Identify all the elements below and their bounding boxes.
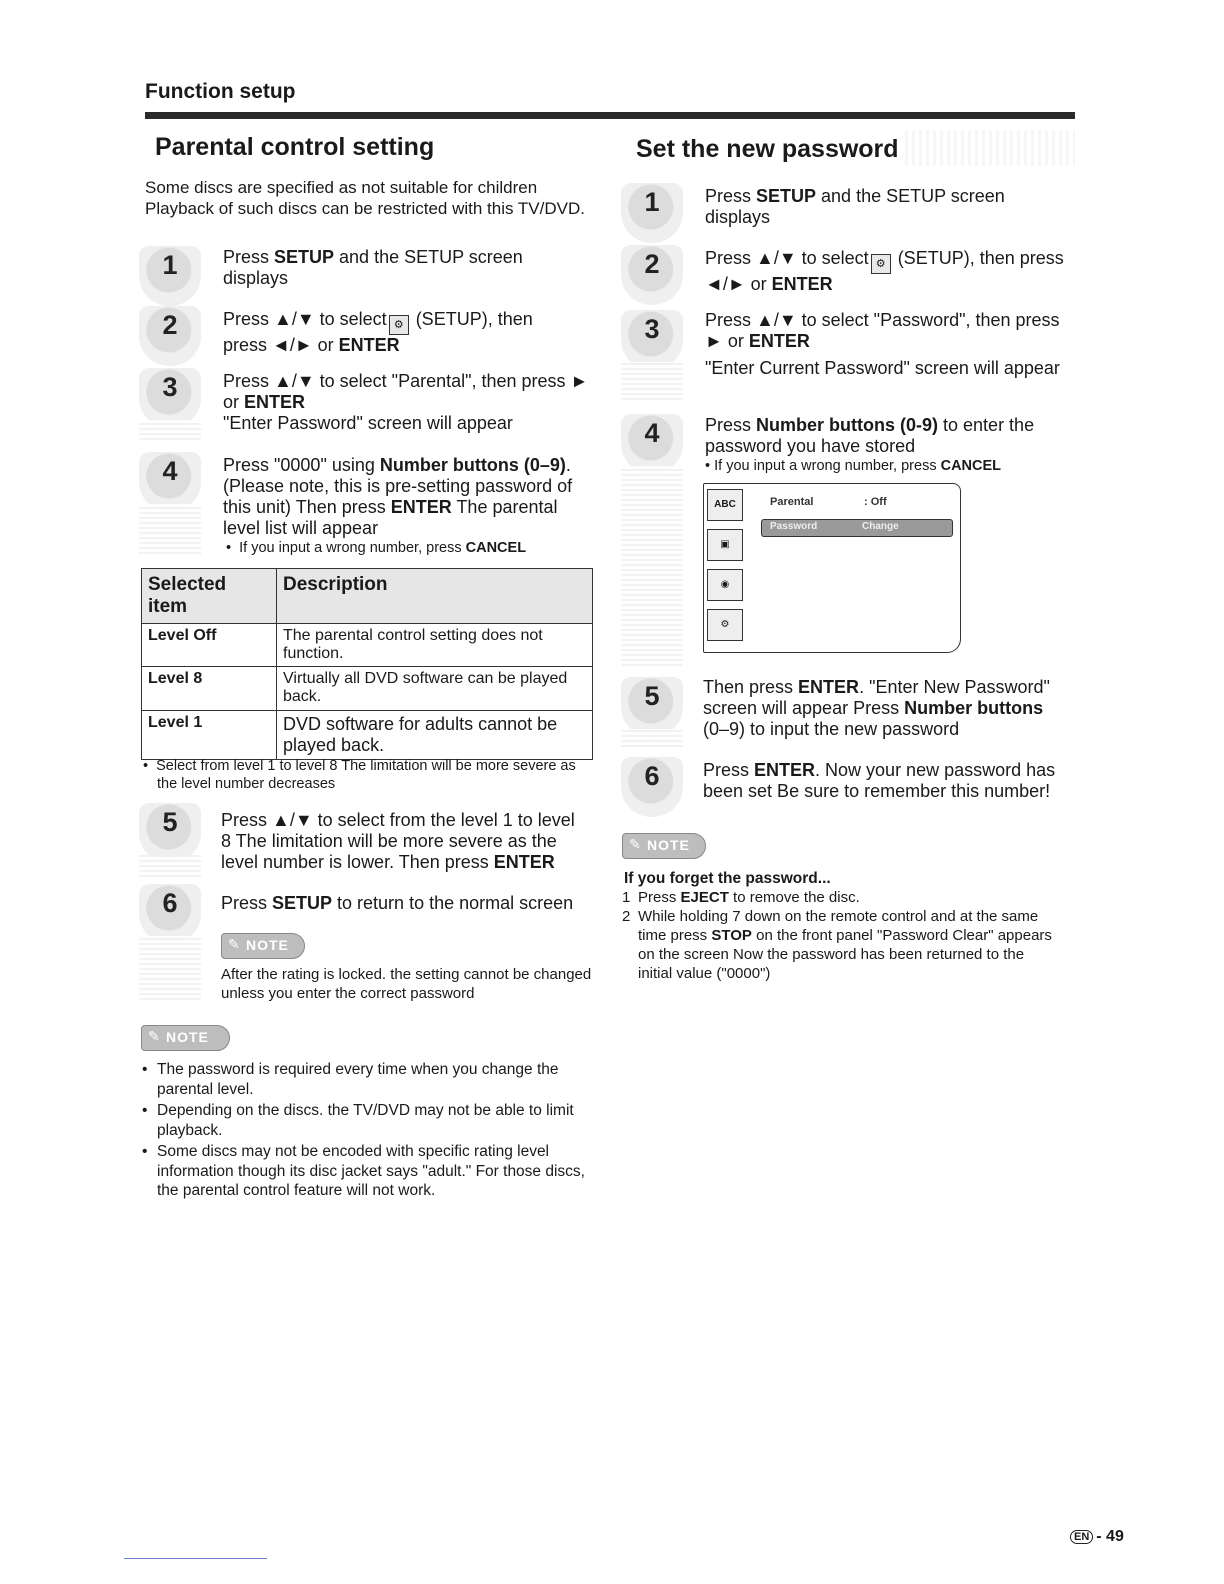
right-step-3-text: Press ▲/▼ to select "Password", then press ► or ENTER "Enter Current Password" screen will appear	[705, 310, 1060, 378]
setup-icon: ⚙	[389, 315, 409, 335]
step-badge-2: 2	[139, 306, 201, 366]
section-label: Function setup	[145, 80, 296, 103]
table-cell-item: Level 8	[142, 667, 277, 711]
pencil-icon: ✎	[228, 936, 241, 952]
table-row	[142, 667, 593, 711]
language-badge: EN	[1070, 1530, 1093, 1544]
step-badge-5-tail	[621, 729, 683, 747]
step-badge-6: 6	[621, 757, 683, 817]
table-header-row	[142, 569, 593, 624]
header-rule	[145, 112, 1075, 119]
list-item: 2 While holding 7 down on the remote control and at the same time press STOP on the front panel "Password Clear" appears on the screen Now the password has been returned to the initial value ("0000")	[622, 908, 1052, 982]
setup-menu-screen	[703, 483, 961, 653]
menu-password-row	[761, 519, 953, 537]
right-step-1-text: Press SETUP and the SETUP screen displays	[705, 186, 1005, 227]
step-badge-3-tail	[139, 420, 201, 440]
list-item: • The password is required every time when you change the parental level.	[141, 1060, 586, 1099]
forget-password-steps	[622, 888, 1062, 983]
left-step-5-text: Press ▲/▼ to select from the level 1 to level 8 The limitation will be more severe as the level number is lower. Then press ENTER	[221, 810, 575, 872]
step-badge-5: 5	[139, 803, 201, 863]
step-badge-6-tail	[139, 936, 201, 1000]
left-step-3-text: Press ▲/▼ to select "Parental", then press ► or ENTER "Enter Password" screen will appear	[223, 371, 589, 433]
left-step-4-text: Press "0000" using Number buttons (0–9). (Please note, this is pre-setting password of this unit) Then press ENTER The parental level list will appear	[223, 455, 573, 538]
step-badge-1: 1	[139, 246, 201, 306]
list-item: • Some discs may not be encoded with specific rating level information though its disc jacket says "adult." For those discs, the parental control feature will not work.	[141, 1142, 586, 1201]
menu-password-label: Password	[770, 521, 818, 532]
table-cell-description: The parental control setting does not function.	[277, 624, 593, 667]
table-cell-description: DVD software for adults cannot be played back.	[277, 711, 593, 760]
step-badge-3: 3	[139, 368, 201, 428]
menu-parental-label: Parental	[770, 496, 814, 508]
page-number: EN - 49	[1070, 1528, 1124, 1546]
setup-icon: ⚙	[871, 254, 891, 274]
pencil-icon: ✎	[148, 1028, 161, 1044]
step-badge-4-tail	[621, 466, 683, 666]
step-badge-4-tail	[139, 504, 201, 554]
footer-rule	[124, 1558, 267, 1559]
left-step-4-subnote: • If you input a wrong number, press CANCEL	[226, 540, 527, 556]
table-header-description: Description	[277, 569, 593, 624]
forget-password-title: If you forget the password...	[624, 870, 831, 887]
menu-parental-value: : Off	[864, 496, 887, 508]
parental-control-title: Parental control setting	[155, 133, 435, 161]
table-row	[142, 711, 593, 760]
step-badge-3: 3	[621, 310, 683, 370]
rating-table	[141, 568, 593, 760]
pencil-icon: ✎	[629, 836, 642, 852]
step6-note-text: After the rating is locked. the setting cannot be changed unless you enter the correct password	[221, 966, 592, 1002]
table-header-item: Selected item	[142, 569, 277, 624]
left-notes-list	[141, 1060, 586, 1203]
left-step-2-text: Press ▲/▼ to select ⚙ (SETUP), then press ◄/► or ENTER	[223, 309, 533, 355]
right-step-5-text: Then press ENTER. "Enter New Password" screen will appear Press Number buttons (0–9) to input the new password	[703, 677, 1050, 739]
step-badge-5: 5	[621, 677, 683, 737]
new-password-title: Set the new password	[636, 135, 899, 163]
step-badge-1: 1	[621, 183, 683, 243]
step-badge-2: 2	[621, 245, 683, 305]
table-cell-item: Level 1	[142, 711, 277, 760]
right-step-4-subnote: • If you input a wrong number, press CANCEL	[705, 458, 1002, 474]
menu-change-label: Change	[862, 521, 899, 532]
table-cell-item: Level Off	[142, 624, 277, 667]
audio-icon: ◉	[707, 569, 743, 601]
step6-note-badge: ✎ NOTE	[221, 933, 305, 959]
step-badge-4: 4	[621, 414, 683, 474]
setup-icon: ⚙	[707, 609, 743, 641]
list-item: • Depending on the discs. the TV/DVD may not be able to limit playback.	[141, 1101, 586, 1140]
rating-icon: ABC	[707, 489, 743, 521]
right-step-6-text: Press ENTER. Now your new password has been set Be sure to remember this number!	[703, 760, 1056, 801]
right-step-2-text: Press ▲/▼ to select ⚙ (SETUP), then press ◄/► or ENTER	[705, 248, 1064, 294]
intro-paragraph: Some discs are specified as not suitable for children Playback of such discs can be restricted with this TV/DVD.	[145, 178, 585, 218]
step-badge-6: 6	[139, 884, 201, 944]
left-step-6-text: Press SETUP to return to the normal screen	[221, 893, 574, 913]
table-row	[142, 624, 593, 667]
left-step-1-text: Press SETUP and the SETUP screen displays	[223, 247, 523, 288]
left-note-badge: ✎ NOTE	[141, 1025, 230, 1051]
picture-icon: ▣	[707, 529, 743, 561]
step-badge-5-tail	[139, 855, 201, 877]
title-decoration	[905, 130, 1075, 166]
table-cell-description: Virtually all DVD software can be played back.	[277, 667, 593, 711]
right-step-4-text: Press Number buttons (0-9) to enter the password you have stored	[705, 415, 1035, 456]
right-note-badge: ✎ NOTE	[622, 833, 706, 859]
step-badge-3-tail	[621, 362, 683, 400]
list-item: 1 Press EJECT to remove the disc.	[622, 889, 860, 906]
table-footnote: • Select from level 1 to level 8 The limitation will be more severe as the level number decreases	[143, 758, 576, 792]
step-badge-4: 4	[139, 452, 201, 512]
